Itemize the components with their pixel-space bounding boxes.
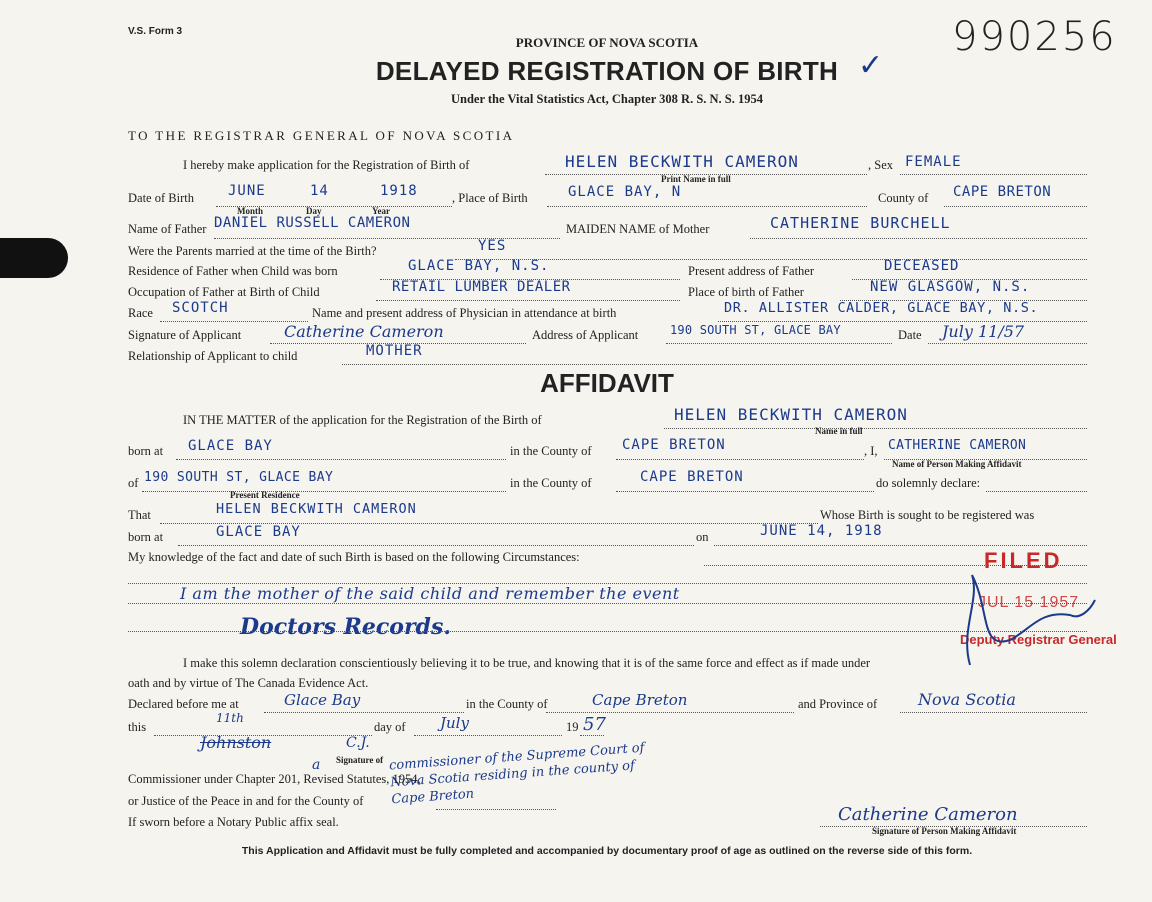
deponent-residence-value: 190 SOUTH ST, GLACE BAY <box>144 470 334 485</box>
circumstance-line-1: I am the mother of the said child and remember the event <box>180 584 680 603</box>
signature-of-hint: Signature of <box>336 755 384 765</box>
day-value: 11th <box>216 711 244 725</box>
dob-month-value: JUNE <box>228 183 266 199</box>
physician-label: Name and present address of Physician in attendance at birth <box>312 306 617 320</box>
month-hint: Month <box>237 206 264 216</box>
declared-at-label: Declared before me at <box>128 697 239 711</box>
commissioner-label: Commissioner under Chapter 201, Revised Statutes, 1954, <box>128 772 421 786</box>
circumstance-line-2: Doctors Records. <box>240 614 451 640</box>
dob-day-value: 14 <box>310 183 329 199</box>
declared-county-value: Cape Breton <box>592 691 688 709</box>
child-name-value: HELEN BECKWITH CAMERON <box>565 152 799 171</box>
commissioner-title-short: C.J. <box>346 735 370 751</box>
page-title: DELAYED REGISTRATION OF BIRTH <box>375 56 839 86</box>
county-label: County of <box>878 191 929 205</box>
dob-label: Date of Birth <box>128 191 194 205</box>
deponent-signature-hint: Signature of Person Making Affidavit <box>872 826 1017 836</box>
born-at2-value: GLACE BAY <box>216 524 301 540</box>
married-label: Were the Parents married at the time of the Birth? <box>128 244 377 258</box>
filed-stamp: FILED <box>984 548 1063 573</box>
solemn-line-1: I make this solemn declaration conscientiously believing it to be true, and knowing that it is of the same force and effect as if made under <box>183 656 871 670</box>
applicant-signature: Catherine Cameron <box>284 322 444 341</box>
affidavit-county2-value: CAPE BRETON <box>640 469 744 485</box>
day-hint: Day <box>306 206 322 216</box>
mother-value: CATHERINE BURCHELL <box>770 214 951 232</box>
race-label: Race <box>128 306 153 320</box>
declare-label: do solemnly declare: <box>876 476 981 490</box>
year-value: 57 <box>583 714 606 735</box>
justice-label: or Justice of the Peace in and for the County of <box>128 794 364 808</box>
on-label: on <box>696 530 709 544</box>
physician-value: DR. ALLISTER CALDER, GLACE BAY, N.S. <box>724 300 1039 316</box>
pob-label: , Place of Birth <box>452 191 528 205</box>
born-at-label: born at <box>128 444 164 458</box>
year-hint: Year <box>372 206 390 216</box>
serial-number: 990256 <box>952 14 1117 60</box>
applicant-addr-value: 190 SOUTH ST, GLACE BAY <box>670 323 841 337</box>
province-label: and Province of <box>798 697 878 711</box>
present-addr-value: DECEASED <box>884 258 960 274</box>
deponent-value: CATHERINE CAMERON <box>888 438 1027 453</box>
deponent-signature: Catherine Cameron <box>838 804 1018 825</box>
father-label: Name of Father <box>128 222 207 236</box>
notary-label: If sworn before a Notary Public affix seal. <box>128 815 339 829</box>
a-word: a <box>312 757 321 773</box>
form-subtitle: Under the Vital Statistics Act, Chapter 308 R. S. N. S. 1954 <box>450 92 764 106</box>
signature-label: Signature of Applicant <box>128 328 242 342</box>
residence-value: GLACE BAY, N.S. <box>408 258 550 274</box>
pob-value: GLACE BAY, N <box>568 184 682 200</box>
sex-value: FEMALE <box>905 154 962 170</box>
father-value: DANIEL RUSSELL CAMERON <box>214 215 411 231</box>
present-addr-label: Present address of Father <box>688 264 815 278</box>
date-label: Date <box>898 328 922 342</box>
addressee-line: TO THE REGISTRAR GENERAL OF NOVA SCOTIA <box>128 128 515 143</box>
father-birthplace-label: Place of birth of Father <box>688 285 804 299</box>
month-value: July <box>440 714 469 732</box>
declared-at-value: Glace Bay <box>284 691 361 709</box>
affidavit-county2-label: in the County of <box>510 476 592 490</box>
race-value: SCOTCH <box>172 300 229 316</box>
province-heading: PROVINCE OF NOVA SCOTIA <box>515 35 699 50</box>
application-date: July 11/57 <box>942 322 1025 341</box>
form-number: V.S. Form 3 <box>128 26 183 37</box>
commissioner-note: commissioner of the Supreme Court of Nova Scotia residing in the county of Cape Breton <box>388 740 645 808</box>
dob-year-value: 1918 <box>380 183 418 199</box>
mother-label: MAIDEN NAME of Mother <box>566 222 710 236</box>
matter-label: IN THE MATTER of the application for the Registration of the Birth of <box>183 413 542 427</box>
affidavit-county-label: in the County of <box>510 444 592 458</box>
relationship-label: Relationship of Applicant to child <box>128 349 298 363</box>
applicant-intro-label: I hereby make application for the Registration of Birth of <box>183 158 470 172</box>
born-at-value: GLACE BAY <box>188 438 273 454</box>
deponent-hint: Name of Person Making Affidavit <box>892 459 1022 469</box>
year-prefix: 19 <box>566 720 579 734</box>
born-at2-label: born at <box>128 530 164 544</box>
county-value: CAPE BRETON <box>953 184 1052 200</box>
affidavit-county-value: CAPE BRETON <box>622 437 726 453</box>
i-label: , I, <box>864 444 878 458</box>
province-value: Nova Scotia <box>918 690 1016 709</box>
occupation-value: RETAIL LUMBER DEALER <box>392 279 571 295</box>
footer-note: This Application and Affidavit must be fully completed and accompanied by documentary proof of age as outlined on the reverse side of this form. <box>241 845 973 857</box>
applicant-addr-label: Address of Applicant <box>532 328 639 342</box>
that-label: That <box>128 508 151 522</box>
whose-birth-label: Whose Birth is sought to be registered was <box>820 508 1035 522</box>
commissioner-signature: Johnston <box>200 733 272 752</box>
affidavit-name-value: HELEN BECKWITH CAMERON <box>674 405 908 424</box>
residence-label: Residence of Father when Child was born <box>128 264 338 278</box>
deputy-registrar-signature <box>920 570 1100 670</box>
affidavit-heading: AFFIDAVIT <box>540 368 674 398</box>
filed-stamp-date: JUL 15 1957 <box>978 594 1080 611</box>
this-label: this <box>128 720 147 734</box>
solemn-line-2: oath and by virtue of The Canada Evidence Act. <box>128 676 369 690</box>
knowledge-label: My knowledge of the fact and date of such Birth is based on the following Circumstances: <box>128 550 580 564</box>
married-value: YES <box>478 238 507 254</box>
filed-stamp-role: Deputy Registrar General <box>960 632 1117 647</box>
residence-hint: Present Residence <box>230 490 300 500</box>
of-label: of <box>128 476 139 490</box>
father-birthplace-value: NEW GLASGOW, N.S. <box>870 279 1031 295</box>
print-name-hint: Print Name in full <box>661 174 731 184</box>
check-mark-icon: ✓ <box>858 49 884 82</box>
occupation-label: Occupation of Father at Birth of Child <box>128 285 320 299</box>
sex-label: , Sex <box>868 158 893 172</box>
binder-hole <box>0 238 68 278</box>
that-name-value: HELEN BECKWITH CAMERON <box>216 501 417 517</box>
day-of-label: day of <box>374 720 406 734</box>
on-date-value: JUNE 14, 1918 <box>760 523 883 539</box>
relationship-value: MOTHER <box>366 343 423 359</box>
name-in-full-hint: Name in full <box>815 426 863 436</box>
declared-county-label: in the County of <box>466 697 548 711</box>
